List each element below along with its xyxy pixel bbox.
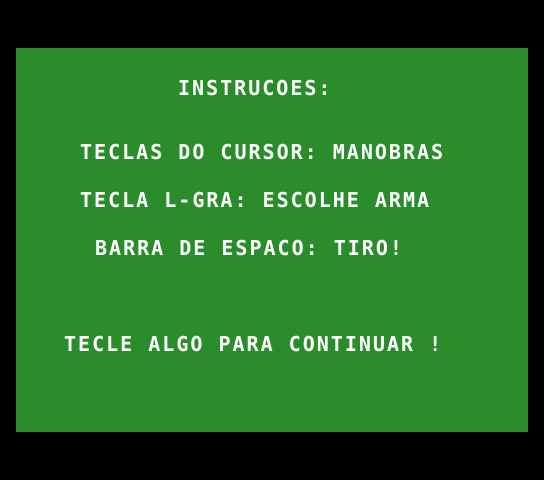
instruction-cursor-keys: TECLAS DO CURSOR: MANOBRAS: [80, 140, 446, 164]
instruction-weapon-key: TECLA L-GRA: ESCOLHE ARMA: [80, 188, 432, 212]
continue-prompt: TECLE ALGO PARA CONTINUAR !: [64, 332, 444, 356]
instructions-title: INSTRUCOES:: [178, 76, 333, 100]
instruction-fire-key: BARRA DE ESPACO: TIRO!: [95, 236, 404, 260]
instructions-panel: [16, 48, 528, 432]
